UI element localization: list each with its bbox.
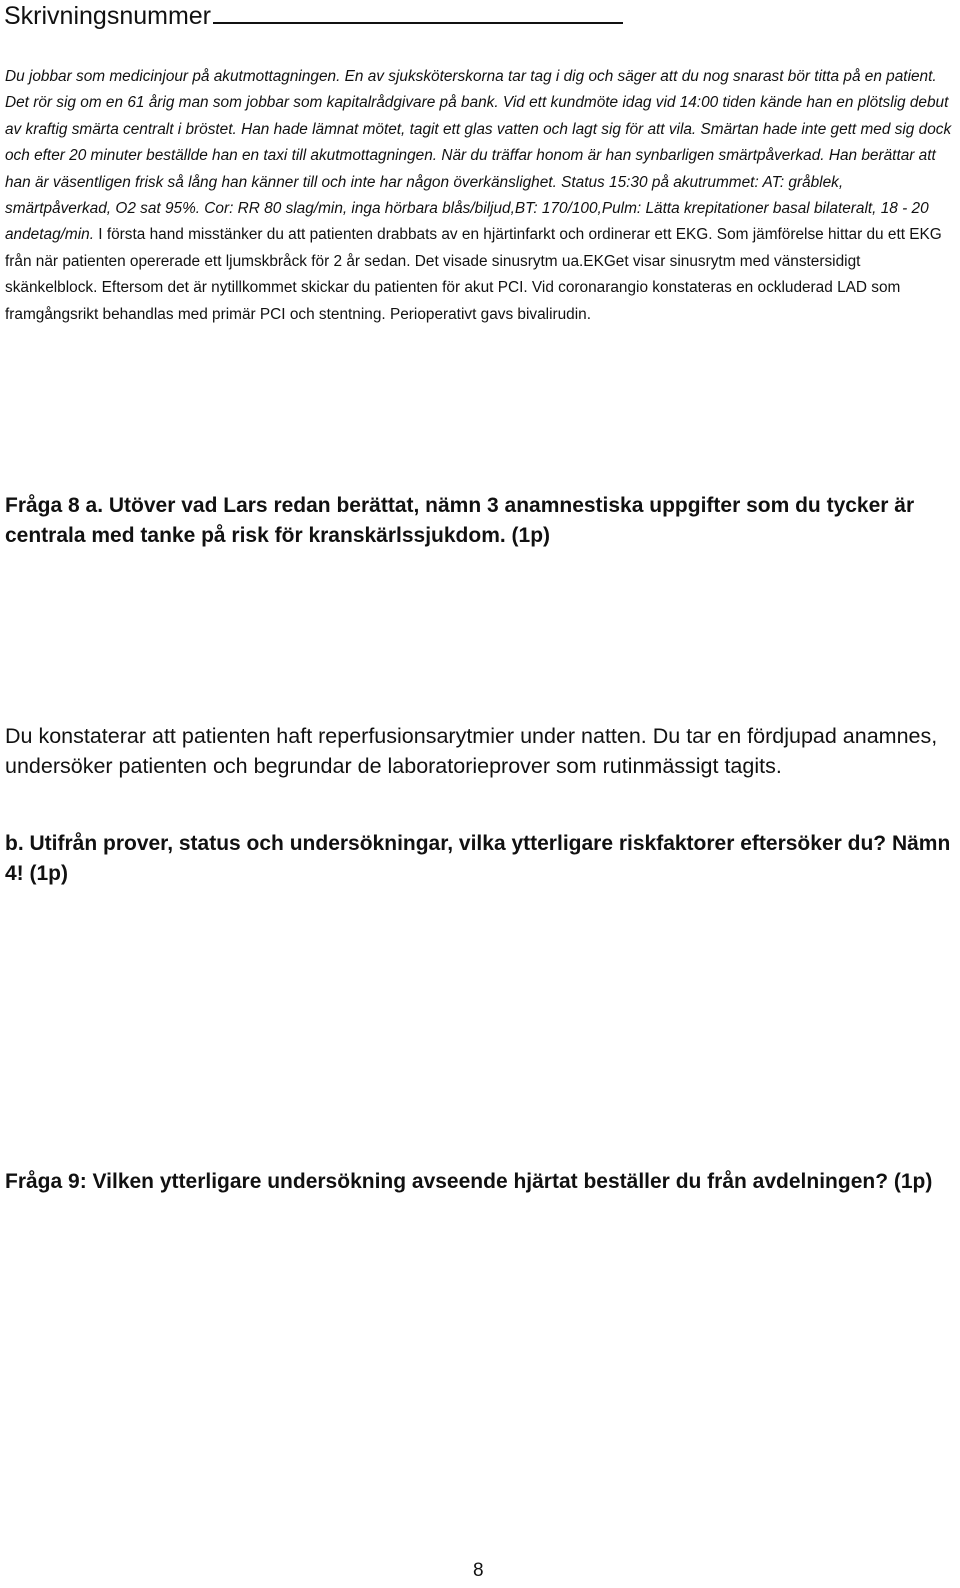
question-8b: b. Utifrån prover, status och undersökningar, vilka ytterligare riskfaktorer eftersöker du? Nämn 4! (1p) <box>5 832 951 885</box>
follow-up-intro: Du konstaterar att patienten haft reperfusionsarytmier under natten. Du tar en fördjupad anamnes, undersöker patienten och begrundar de laboratorieprover som rutinmässigt tagits. <box>5 724 938 778</box>
page-number: 8 <box>473 1560 484 1581</box>
question-8a: Fråga 8 a. Utöver vad Lars redan berättat, nämn 3 anamnestiska uppgifter som du tycker är centrala med tanke på risk för kranskärlssjukdom. (1p) <box>5 494 915 547</box>
case-regular-text: I första hand misstänker du att patienten drabbats av en hjärtinfarkt och ordinerar ett EKG. Som jämförelse hittar du ett EKG från när patienten opererade ett ljumskbråck för 2 år sedan. Det visade sinusrytm ua.EKGet visar sinusrytm med vänstersidigt skänkelblock. Eftersom det är nytillkommet skickar du patienten för akut PCI. Vid coronarangio konstateras en ockluderad LAD som framgångsrikt behandlas med primär PCI och stentning. Perioperativt gavs bivalirudin. <box>5 226 942 323</box>
exam-number-label: Skrivningsnummer <box>4 2 212 30</box>
question-9: Fråga 9: Vilken ytterligare undersökning avseende hjärtat beställer du från avdelningen? (1p) <box>5 1170 933 1193</box>
exam-number-header <box>4 0 623 31</box>
case-italic-text: Du jobbar som medicinjour på akutmottagningen. En av sjuksköterskorna tar tag i dig och säger att du nog snarast bör titta på en patient. Det rör sig om en 61 årig man som jobbar som kapitalrådgivare på bank. Vid ett kundmöte idag vid 14:00 tiden kände han en plötslig debut av kraftig smärta centralt i bröstet. Han hade lämnat mötet, tagit ett glas vatten och lagt sig för att vila. Smärtan hade inte gett med sig dock och efter 20 minuter beställde han en taxi till akutmottagningen. När du träffar honom är han synbarligen smärtpåverkad. Han berättar att han är väsentligen frisk så lång han känner till och inte har någon överkänslighet. Status 15:30 på akutrummet: AT: gråblek, smärtpåverkad, O2 sat 95%. Cor: RR 80 slag/min, inga hörbara blås/biljud,BT: 170/100,Pulm: Lätta krepitationer basal bilateralt, 18 - 20 andetag/min. <box>5 68 952 244</box>
exam-number-blank-line <box>213 0 623 24</box>
case-description <box>5 64 953 328</box>
